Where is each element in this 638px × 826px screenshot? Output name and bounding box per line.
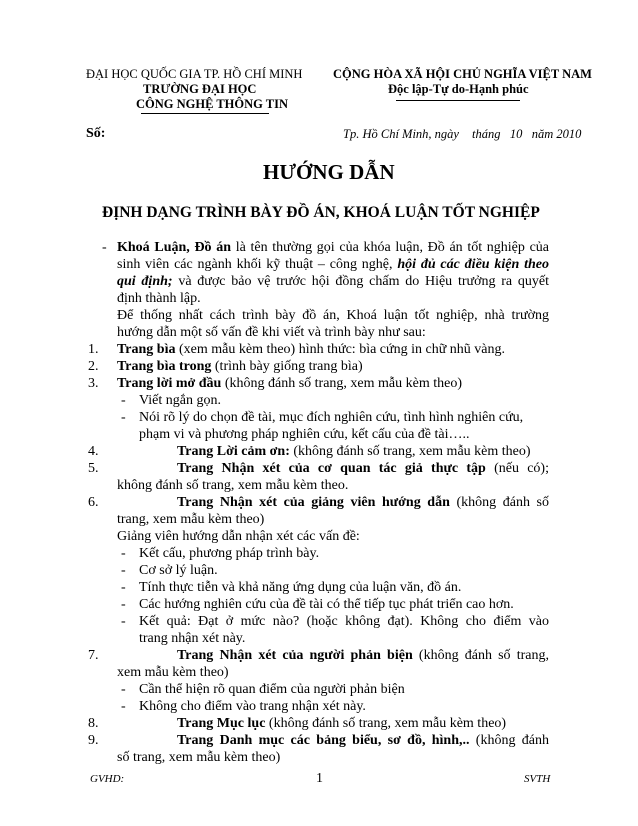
item-3-sub-1: Viết ngắn gọn.	[139, 393, 221, 408]
item-6-sub-5a: Kết quả: Đạt ở mức nào? (hoặc không đạt). Không cho điểm vào	[139, 614, 549, 629]
item-4	[177, 443, 531, 460]
university-name: ĐẠI HỌC QUỐC GIA TP. HỒ CHÍ MINH	[86, 67, 303, 81]
item-6-sub-4: Các hướng nghiên cứu của đề tài có thể tiếp tục phát triển cao hơn.	[139, 597, 514, 612]
header-left-underline	[141, 113, 269, 114]
bullet-dash: -	[121, 563, 126, 578]
item-7-cont: xem mẫu kèm theo)	[117, 665, 229, 680]
item-9-text: (không đánh	[469, 733, 549, 748]
item-9-title: Trang Danh mục các bảng biểu, sơ đồ, hình,..	[177, 733, 470, 748]
bullet-dash: -	[121, 699, 126, 714]
item-7-sub-2: Không cho điểm vào trang nhận xét này.	[139, 699, 366, 714]
page-title: HƯỚNG DẪN	[263, 160, 395, 184]
item-6-text: (không đánh số	[449, 495, 549, 510]
item-3-sub-2b: phạm vi và phương pháp nghiên cứu, kết cấu của đề tài…..	[139, 427, 470, 442]
bullet-dash: -	[121, 682, 126, 697]
intro-line-3b: và được bảo vệ trước hội đồng chấm do Hiệu trưởng ra quyết	[172, 274, 549, 289]
item-7	[177, 647, 549, 664]
bullet-dash: -	[121, 546, 126, 561]
school-name-line1: TRƯỜNG ĐẠI HỌC	[143, 82, 257, 96]
item-1-title: Trang bìa	[117, 342, 176, 357]
item-9-number: 9.	[88, 733, 99, 748]
bullet-dash: -	[121, 580, 126, 595]
school-name-line2: CÔNG NGHỆ THÔNG TIN	[136, 97, 288, 111]
date-month-year: tháng 10 năm 2010	[472, 127, 582, 141]
item-5	[177, 460, 549, 477]
item-4-number: 4.	[88, 444, 99, 459]
item-3-sub-2a: Nói rõ lý do chọn đề tài, mục đích nghiên cứu, tình hình nghiên cứu,	[139, 410, 524, 425]
intro-line-5: Để thống nhất cách trình bày đồ án, Khoá luận tốt nghiệp, nhà trường	[117, 308, 549, 323]
intro-line-2	[117, 256, 549, 273]
item-7-title: Trang Nhận xét của người phản biện	[177, 648, 413, 663]
intro-line-3	[117, 273, 549, 290]
item-8-number: 8.	[88, 716, 99, 731]
item-6-sub-3: Tính thực tiễn và khả năng ứng dụng của luận văn, đồ án.	[139, 580, 462, 595]
item-1-text: (xem mẫu kèm theo) hình thức: bìa cứng in chữ nhũ vàng.	[175, 342, 506, 357]
intro-text: là tên thường gọi của khóa luận, Đồ án tốt nghiệp của	[231, 240, 549, 255]
header-right-underline	[396, 100, 520, 101]
item-9-cont: số trang, xem mẫu kèm theo)	[117, 750, 281, 765]
page-subtitle: ĐỊNH DẠNG TRÌNH BÀY ĐỒ ÁN, KHOÁ LUẬN TỐT NGHIỆP	[102, 204, 540, 221]
item-1-number: 1.	[88, 342, 99, 357]
item-6	[177, 494, 549, 511]
footer-right: SVTH	[524, 773, 551, 785]
country-name: CỘNG HÒA XÃ HỘI CHỦ NGHĨA VIỆT NAM	[333, 67, 592, 81]
document-number-label: Số:	[86, 126, 106, 141]
item-3-text: (không đánh số trang, xem mẫu kèm theo)	[221, 376, 462, 391]
item-1	[117, 341, 505, 358]
intro-line-2b: hội đủ các điều kiện theo	[397, 257, 549, 272]
bullet-dash: -	[121, 410, 126, 425]
item-6-sub-5b: trang nhận xét này.	[139, 631, 246, 646]
item-2-text: (trình bày giống trang bìa)	[211, 359, 363, 374]
item-2-number: 2.	[88, 359, 99, 374]
date-place: Tp. Hồ Chí Minh, ngày	[343, 127, 459, 141]
intro-bold: Khoá Luận, Đồ án	[117, 240, 232, 255]
intro-dash: -	[102, 240, 107, 255]
item-5-cont: không đánh số trang, xem mẫu kèm theo.	[117, 478, 349, 493]
item-7-sub-1: Cần thể hiện rõ quan điểm của người phản biện	[139, 682, 405, 697]
intro-line-4: định thành lập.	[117, 291, 201, 306]
footer-left: GVHD:	[90, 773, 125, 785]
bullet-dash: -	[121, 393, 126, 408]
item-3-title: Trang lời mở đầu	[117, 376, 222, 391]
intro-line-2a: sinh viên các ngành khối kỹ thuật – công nghệ,	[117, 257, 398, 272]
item-3-number: 3.	[88, 376, 99, 391]
item-5-title: Trang Nhận xét của cơ quan tác giả thực tập	[177, 461, 486, 476]
item-8-title: Trang Mục lục	[177, 716, 266, 731]
item-3	[117, 375, 462, 392]
item-2-title: Trang bìa trong	[117, 359, 212, 374]
item-6-cont: trang, xem mẫu kèm theo)	[117, 512, 265, 527]
bullet-dash: -	[121, 597, 126, 612]
page-number: 1	[316, 771, 323, 786]
item-6-title: Trang Nhận xét của giảng viên hướng dẫn	[177, 495, 450, 510]
intro-line-3a: qui định;	[117, 274, 173, 289]
item-7-text: (không đánh số trang,	[412, 648, 549, 663]
motto: Độc lập-Tự do-Hạnh phúc	[388, 82, 529, 96]
item-4-title: Trang Lời cảm ơn:	[177, 444, 290, 459]
intro-line-6: hướng dẫn một số vấn đề khi viết và trình bày như sau:	[117, 325, 426, 340]
item-2	[117, 358, 363, 375]
item-6-sub-2: Cơ sở lý luận.	[139, 563, 218, 578]
item-6-number: 6.	[88, 495, 99, 510]
item-4-text: (không đánh số trang, xem mẫu kèm theo)	[289, 444, 531, 459]
item-8-text: (không đánh số trang, xem mẫu kèm theo)	[265, 716, 507, 731]
intro-line-1	[117, 239, 549, 256]
item-5-text: (nếu có);	[485, 461, 549, 476]
item-5-number: 5.	[88, 461, 99, 476]
item-6-sub-1: Kết cấu, phương pháp trình bày.	[139, 546, 320, 561]
item-7-number: 7.	[88, 648, 99, 663]
item-9	[177, 732, 549, 749]
bullet-dash: -	[121, 614, 126, 629]
item-6-intro: Giảng viên hướng dẫn nhận xét các vấn đề:	[117, 529, 360, 544]
item-8	[177, 715, 506, 732]
